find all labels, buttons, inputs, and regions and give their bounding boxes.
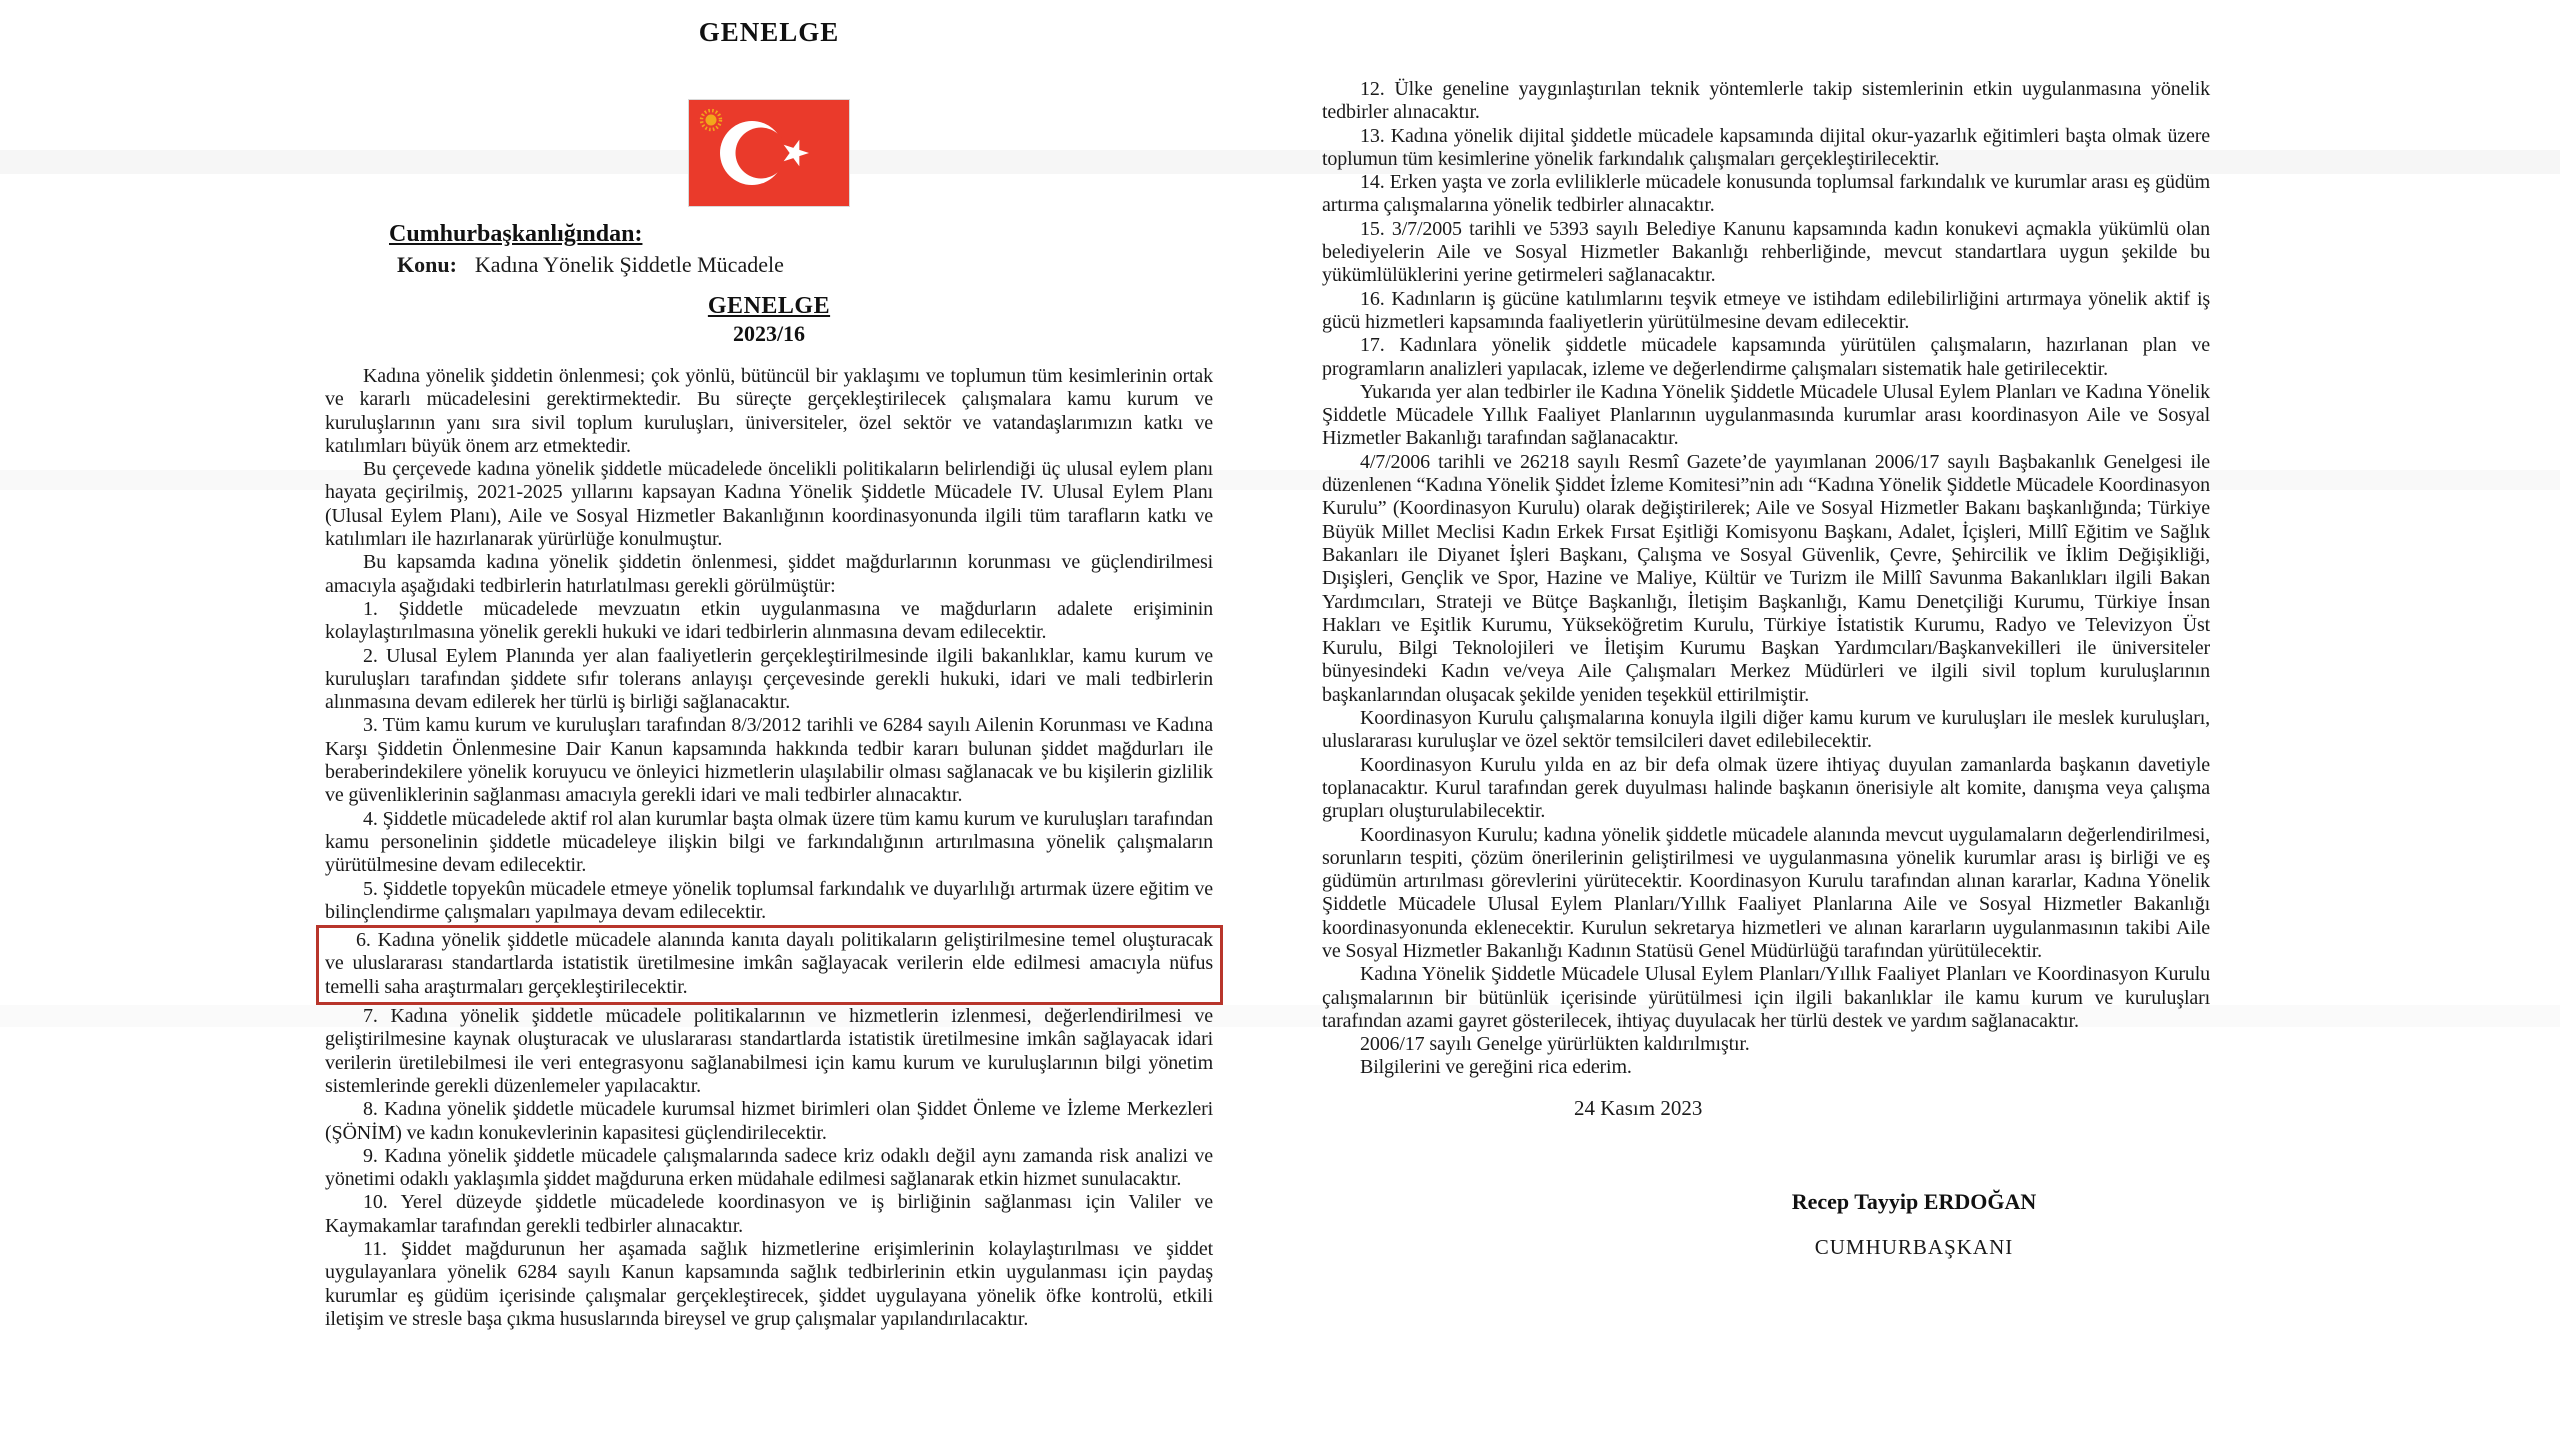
right-paragraphs: [1322, 0, 2210, 1080]
paragraph: 14. Erken yaşta ve zorla evliliklerle mücadele konusunda toplumsal farkındalık ve kurumlar arası eş güdüm artırma çalışmalarına yönelik tedbirler alınacaktır.: [1322, 171, 2210, 217]
left-paragraphs-after-box: [325, 1005, 1213, 1331]
subject-label: Konu:: [397, 252, 457, 277]
paragraph: 2. Ulusal Eylem Planında yer alan faaliyetlerin gerçekleştirilmesinde ilgili bakanlıklar, kamu kurum ve kuruluşları tarafından şiddete sıfır tolerans anlayışı çerçevesinde gerekli hukuki, idari ve mali tedbirlerin alınmasına devam edilerek her türlü iş birliği sağlanacaktır.: [325, 644, 1213, 714]
paragraph: 2006/17 sayılı Genelge yürürlükten kaldırılmıştır.: [1360, 1033, 1750, 1056]
issuer-line: Cumhurbaşkanlığından:: [389, 221, 643, 247]
right-column: [1322, 0, 2210, 1259]
left-paragraphs-before-box: [325, 365, 1213, 924]
paragraph: Yukarıda yer alan tedbirler ile Kadına Yönelik Şiddetle Mücadele Ulusal Eylem Planları ve Kadına Yönelik Şiddetle Mücadele Yıllık Faaliyet Planlarının uygulanmasında kurumlar arası koordinasyon Aile ve Sosyal Hizmetler Bakanlığı tarafından sağlanacaktır.: [1322, 380, 2210, 450]
paragraph: Koordinasyon Kurulu çalışmalarına konuyla ilgili diğer kamu kurum ve kuruluşları ile meslek kuruluşları, uluslararası kuruluşlar ve özel sektör temsilcileri davet edilebilecektir.: [1322, 707, 2210, 753]
paragraph: 17. Kadınlara yönelik şiddetle mücadele kapsamında yürütülen çalışmaların, hazırlanan plan ve programların analizleri yapılacak, izleme ve değerlendirme çalışmaları sistematik hale getirilecektir.: [1322, 334, 2210, 380]
paragraph: 4/7/2006 tarihli ve 26218 sayılı Resmî Gazete’de yayımlanan 2006/17 sayılı Başbakanlık Genelgesi ile düzenlenen “Kadına Yönelik Şiddet İzleme Komitesi”nin adı “Kadına Yönelik Şiddetle Mücadele Koordinasyon Kurulu” (Koordinasyon Kurulu) olarak değiştirilerek; Aile ve Sosyal Hizmetler Bakanı başkanlığında; Türkiye Büyük Millet Meclisi Kadın Erkek Fırsat Eşitliği Komisyonu Başkanı, Adalet, İçişleri, Millî Eğitim ve Sağlık Bakanları ile Diyanet İşleri Başkanı, Çalışma ve Sosyal Güvenlik, Çevre, Şehircilik ve İklim Değişikliği, Dışişleri, Gençlik ve Spor, Hazine ve Maliye, Kültür ve Turizm ile Millî Savunma Bakanlıkları ilgili Bakan Yardımcıları, Strateji ve Bütçe Başkanlığı, İletişim Başkanlığı, Kamu Denetçiliği Kurumu, Türkiye İnsan Hakları ve Eşitlik Kurumu, Yükseköğretim Kurulu, Türkiye İstatistik Kurumu, Radyo ve Televizyon Üst Kurulu, Bilgi Teknolojileri ve İletişim Kurumu Başkan Yardımcıları/Başkanvekilleri ile üniversiteler bünyesindeki Kadın ve/veya Aile Çalışmaları Merkez Müdürleri ve ilgili sivil toplum kuruluşlarının başkanlarından oluşacak şekilde yeniden teşekkül ettirilmiştir.: [1322, 450, 2210, 706]
highlight-box: [316, 925, 1223, 1005]
circular-title: GENELGE: [707, 293, 831, 319]
signature-block: [1754, 1190, 2074, 1259]
signature-name: Recep Tayyip ERDOĞAN: [1791, 1188, 2037, 1214]
paragraph: 15. 3/7/2005 tarihli ve 5393 sayılı Belediye Kanunu kapsamında kadın konukevi açmakla yükümlü olan belediyelerin Aile ve Sosyal Hizmetler Bakanlığı rehberliğinde, mevcut standartlara uygun şekilde bu yükümlülüklerini yerine getirmeleri sağlanacaktır.: [1322, 217, 2210, 287]
paragraph: 9. Kadına yönelik şiddetle mücadele çalışmalarında sadece kriz odaklı değil aynı zamanda risk analizi ve yönetimi odaklı yaklaşımla şiddet mağduruna erken müdahale edilmesi sağlanarak etkin hizmet sunulacaktır.: [325, 1144, 1213, 1191]
paragraph: 5. Şiddetle topyekûn mücadele etmeye yönelik toplumsal farkındalık ve duyarlılığı artırmak üzere eğitim ve bilinçlendirme çalışmaları yapılmaya devam edilecektir.: [325, 877, 1213, 923]
paragraph: 3. Tüm kamu kurum ve kuruluşları tarafından 8/3/2012 tarihli ve 6284 sayılı Ailenin Korunması ve Kadına Karşı Şiddetin Önlenmesine Dair Kanun kapsamında hakkında tedbir kararı bulunan şiddet mağdurları ile beraberindekilere yönelik koruyucu ve önleyici hizmetlerin ulaşılabilir olması sağlanacak ve bu kişilerin gizlilik ve güvenliklerinin sağlanması amacıyla gerekli idari ve mali tedbirler alınacaktır.: [325, 714, 1213, 807]
paragraph: Koordinasyon Kurulu yılda en az bir defa olmak üzere ihtiyaç duyulan zamanlarda başkanın davetiyle toplanacaktır. Kurul tarafından gerek duyulması halinde başkanın önerisiyle alt komite, danışma veya çalışma grupları oluşturulabilecektir.: [1322, 753, 2210, 823]
document-date: 24 Kasım 2023: [1574, 1095, 1703, 1120]
paragraph: Kadına yönelik şiddetin önlenmesi; çok yönlü, bütüncül bir yaklaşımı ve toplumun tüm kesimlerinin ortak ve kararlı mücadelesini gerektirmektedir. Bu süreçte gerçekleştirilecek çalışmalara kamu kurum ve kuruluşlarının yanı sıra sivil toplum kuruluşları, üniversiteler, özel sektör ve vatandaşlarımızın katkı ve katılımları büyük önem arz etmektedir.: [325, 365, 1213, 457]
paragraph: 12. Ülke geneline yaygınlaştırılan teknik yöntemlerle takip sistemlerinin etkin uygulanmasına yönelik tedbirler alınacaktır.: [1322, 78, 2210, 124]
left-column: [325, 0, 1213, 1331]
presidential-flag-image: [689, 100, 849, 206]
signature-title: CUMHURBAŞKANI: [1814, 1234, 2014, 1259]
paragraph: Bilgilerini ve gereğini rica ederim.: [1360, 1056, 1632, 1079]
subject-line: [397, 251, 1213, 278]
subject-text: Kadına Yönelik Şiddetle Mücadele: [474, 252, 784, 277]
paragraph: 13. Kadına yönelik dijital şiddetle mücadele kapsamında dijital okur-yazarlık eğitimleri başta olmak üzere toplumun tüm kesimlerine yönelik farkındalık çalışmaları gerçekleştirilecektir.: [1322, 124, 2210, 170]
paragraph: 4. Şiddetle mücadelede aktif rol alan kurumlar başta olmak üzere tüm kamu kurum ve kuruluşları tarafından kamu personelinin şiddetle mücadeleye ilişkin bilgi ve farkındalığının artırılmasına yönelik çalışmaların yürütülmesine devam edilecektir.: [325, 807, 1213, 877]
paragraph: 7. Kadına yönelik şiddetle mücadele politikalarının ve hizmetlerin izlenmesi, değerlendirilmesi ve geliştirilmesine kaynak oluşturacak ve uluslararası standartlarda istatistik üretilmesine imkân sağlayacak idari verilerin üretilebilmesi ile veri entegrasyonu sağlanabilmesi için kamu kurum ve kuruluşlarının bilgi yönetim sistemlerinde gerekli düzenlemeler yapılacaktır.: [325, 1005, 1213, 1097]
circular-number: 2023/16: [732, 321, 806, 346]
paragraph: 1. Şiddetle mücadelede mevzuatın etkin uygulanmasına ve mağdurların adalete erişiminin kolaylaştırılmasına yönelik gerekli hukuki ve idari tedbirlerin alınmasına devam edilecektir.: [325, 597, 1213, 644]
paragraph: Bu çerçevede kadına yönelik şiddetle mücadelede öncelikli politikaların belirlendiği üç ulusal eylem planı hayata geçirilmiş, 2021-2025 yıllarını kapsayan Kadına Yönelik Şiddetle Mücadele IV. Ulusal Eylem Planı (Ulusal Eylem Planı), Aile ve Sosyal Hizmetler Bakanlığının koordinasyonunda ilgili tüm tarafların katkı ve katılımları ile hazırlanarak yürürlüğe konulmuştur.: [325, 458, 1213, 551]
turkish-flag-icon: [689, 100, 849, 206]
paragraph: Bu kapsamda kadına yönelik şiddetin önlenmesi, şiddet mağdurlarının korunması ve güçlendirilmesi amacıyla aşağıdaki tedbirlerin hatırlatılması gerekli görülmüştür:: [325, 551, 1213, 597]
paragraph: 8. Kadına yönelik şiddetle mücadele kurumsal hizmet birimleri olan Şiddet Önleme ve İzleme Merkezleri (ŞÖNİM) ve kadın konukevlerinin kapasitesi güçlendirilecektir.: [325, 1098, 1213, 1144]
paragraph: 10. Yerel düzeyde şiddetle mücadelede koordinasyon ve iş birliğinin sağlanması için Valiler ve Kaymakamlar tarafından gerekli tedbirler alınacaktır.: [325, 1191, 1213, 1237]
paragraph: 16. Kadınların iş gücüne katılımlarını teşvik etmeye ve istihdam edilebilirliğini artırmaya yönelik aktif iş gücü hizmetleri kapsamında faaliyetlerin yürütülmesine devam edilecektir.: [1322, 287, 2210, 333]
paragraph: Koordinasyon Kurulu; kadına yönelik şiddetle mücadele alanında mevcut uygulamaların değerlendirilmesi, sorunların tespiti, çözüm önerilerinin geliştirilmesi ve uygulanmasına yönelik kurumlar arası iş birliği ve eş güdümün artırılması görevlerini yürütecektir. Koordinasyon Kurulu tarafından alınan kararlar, Kadına Yönelik Şiddetle Mücadele Ulusal Eylem Planları/Yıllık Faaliyet Planlarına Aile ve Sosyal Hizmetler Bakanlığı koordinasyonunda eklenecektir. Kurulun sekretarya hizmetleri ve alınan kararların uygulanmasının takibi Aile ve Sosyal Hizmetler Bakanlığı Kadının Statüsü Genel Müdürlüğü tarafından yürütülecektir.: [1322, 823, 2210, 962]
paragraph: Kadına Yönelik Şiddetle Mücadele Ulusal Eylem Planları/Yıllık Faaliyet Planları ve Koordinasyon Kurulu çalışmalarının bir bütünlük içerisinde yürütülmesi için ilgili bakanlıklar ile kamu kurum ve kuruluşları tarafından azami gayret gösterilecek, ihtiyaç duyulacak her türlü destek ve yardım sağlanacaktır.: [1322, 963, 2210, 1032]
paragraph: 11. Şiddet mağdurunun her aşamada sağlık hizmetlerine erişimlerinin kolaylaştırılması ve şiddet uygulayanlara yönelik 6284 sayılı Kanun kapsamında sağlık tedbirlerinin etkin uygulanması için paydaş kurumlar eş güdüm içerisinde çalışmalar gerçekleştirecek, şiddet uygulayana yönelik öfke kontrolü, etkili iletişim ve stresle başa çıkma hususlarında bireysel ve grup çalışmalar yapılandırılacaktır.: [325, 1237, 1213, 1330]
page-title: GENELGE: [698, 17, 840, 47]
highlighted-item-6: 6. Kadına yönelik şiddetle mücadele alanında kanıta dayalı politikaların geliştirilmesine temel oluşturacak ve uluslararası standartlarda istatistik üretilmesine imkân sağlayacak verilerin elde edilmesi amacıyla nüfus temelli saha araştırmaları gerçekleştirilecektir.: [325, 929, 1213, 998]
